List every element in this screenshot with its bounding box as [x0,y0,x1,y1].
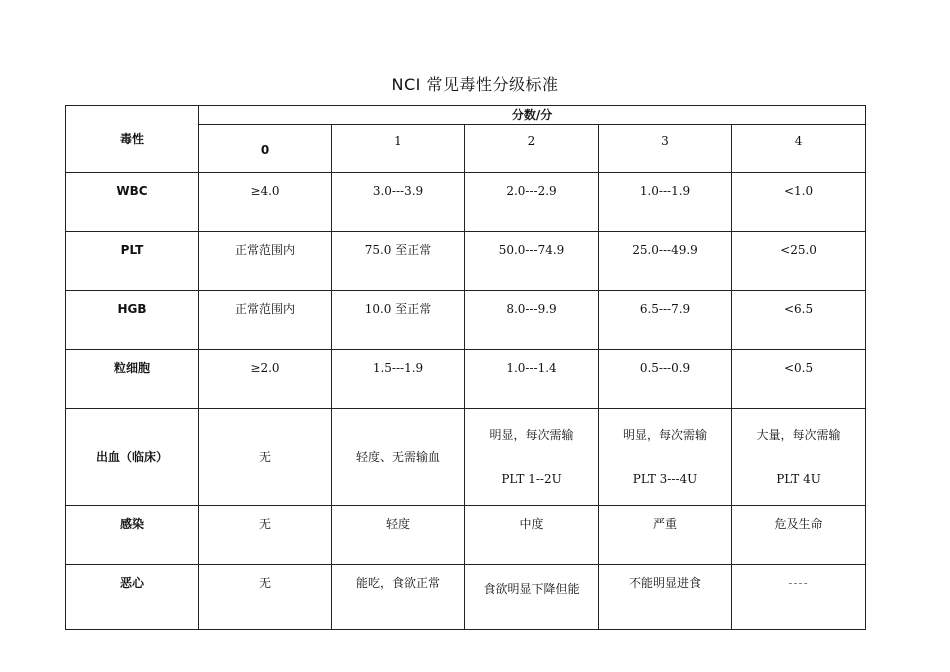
table-cell: 食欲明显下降但能 [465,565,599,630]
table-cell: 正常范围内 [199,291,332,350]
page-title: NCI 常见毒性分级标准 [391,75,559,94]
table-cell: 危及生命 [732,506,866,565]
table-cell: ---- [732,565,866,630]
header-grade-1: 1 [332,125,465,173]
table-cell: <6.5 [732,291,866,350]
row-label-nausea: 恶心 [66,565,199,630]
table-row [66,232,866,291]
table-cell [599,409,732,506]
table-cell: 6.5---7.9 [599,291,732,350]
header-row-score [66,106,866,125]
cell-line: 明显，每次需输 [489,428,574,442]
table-cell: 1.0---1.9 [599,173,732,232]
row-label-hgb: HGB [66,291,199,350]
table-cell: 2.0---2.9 [465,173,599,232]
table-cell: 10.0 至正常 [332,291,465,350]
table-cell: 50.0---74.9 [465,232,599,291]
header-grade-0: 0 [199,125,332,173]
table-cell: <0.5 [732,350,866,409]
table-row [66,291,866,350]
table-cell: 能吃，食欲正常 [332,565,465,630]
row-label-granulocyte: 粒细胞 [66,350,199,409]
table-cell [732,409,866,506]
table-row [66,565,866,630]
table-cell: <25.0 [732,232,866,291]
table-cell: 严重 [599,506,732,565]
cell-line: 大量，每次需输 [756,428,841,442]
table-row [66,506,866,565]
table-row [66,409,866,506]
row-label-infection: 感染 [66,506,199,565]
table-cell: ≥2.0 [199,350,332,409]
cell-line: PLT 1--2U [501,472,562,486]
table-cell: 无 [199,409,332,506]
table-cell: 轻度、无需输血 [332,409,465,506]
table-cell: 正常范围内 [199,232,332,291]
cell-line: PLT 3---4U [632,472,698,486]
row-label-bleeding: 出血（临床） [66,409,199,506]
header-grade-4: 4 [732,125,866,173]
table-cell: <1.0 [732,173,866,232]
table-cell: 0.5---0.9 [599,350,732,409]
table-cell: 25.0---49.9 [599,232,732,291]
table-cell: 8.0---9.9 [465,291,599,350]
table-cell [465,409,599,506]
row-label-wbc: WBC [66,173,199,232]
toxicity-table [65,105,866,630]
header-toxicity: 毒性 [66,106,199,173]
cell-line: 明显，每次需输 [622,428,707,442]
table-cell: 中度 [465,506,599,565]
table-row [66,173,866,232]
table-cell: 3.0---3.9 [332,173,465,232]
table-cell: 1.0---1.4 [465,350,599,409]
header-grade-3: 3 [599,125,732,173]
header-grade-2: 2 [465,125,599,173]
table-cell: 75.0 至正常 [332,232,465,291]
table-cell: 不能明显进食 [599,565,732,630]
table-cell: 无 [199,506,332,565]
table-row [66,350,866,409]
table-cell: ≥4.0 [199,173,332,232]
table-cell: 轻度 [332,506,465,565]
table-cell: 1.5---1.9 [332,350,465,409]
cell-line: PLT 4U [776,472,821,486]
header-score: 分数/分 [199,106,866,125]
row-label-plt: PLT [66,232,199,291]
table-cell: 无 [199,565,332,630]
